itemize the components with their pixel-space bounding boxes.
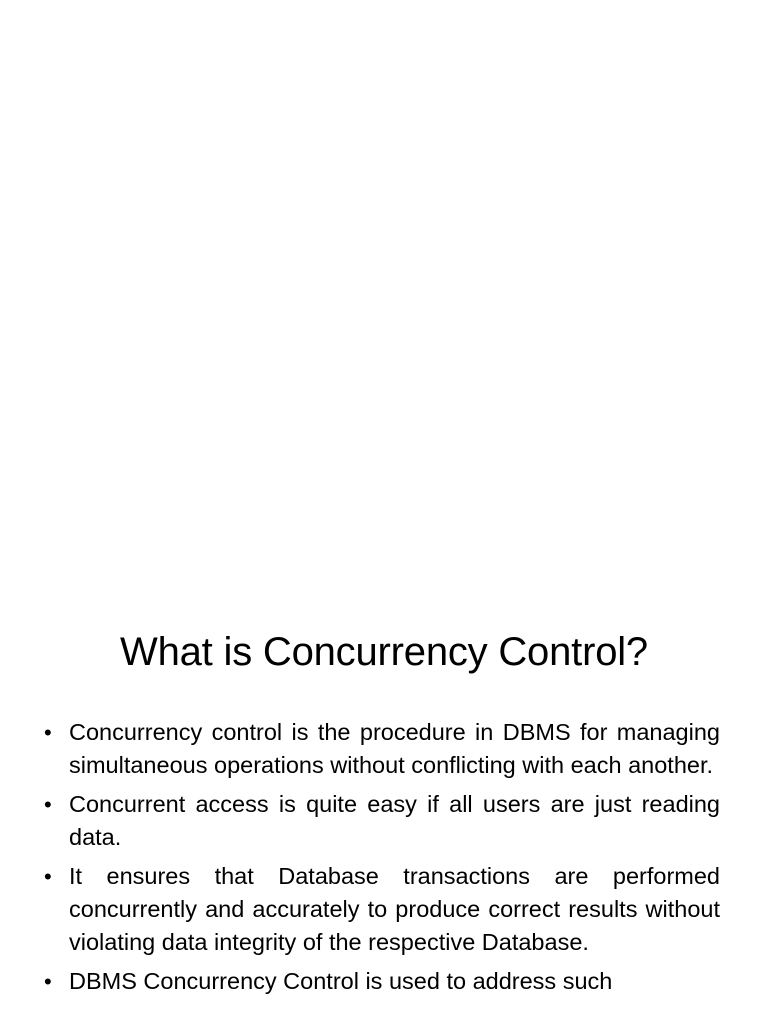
bullet-list [44, 716, 720, 1004]
slide-title: What is Concurrency Control? [120, 630, 648, 674]
bullet-dot-icon: • [44, 969, 52, 994]
bullet-item [44, 788, 720, 854]
bullet-dot-icon: • [44, 792, 52, 817]
bullet-item [44, 716, 720, 782]
bullet-item [44, 965, 720, 998]
bullet-text: It ensures that Database transactions are performed concurrently and accurately to produce correct results without violating data integrity of the respective Database. [69, 863, 720, 955]
bullet-item [44, 860, 720, 959]
bullet-text: Concurrency control is the procedure in DBMS for managing simultaneous operations without conflicting with each another. [69, 719, 720, 778]
bullet-dot-icon: • [44, 720, 52, 745]
bullet-text: Concurrent access is quite easy if all users are just reading data. [69, 791, 720, 850]
bullet-text: DBMS Concurrency Control is used to address such [69, 968, 613, 994]
bullet-dot-icon: • [44, 864, 52, 889]
